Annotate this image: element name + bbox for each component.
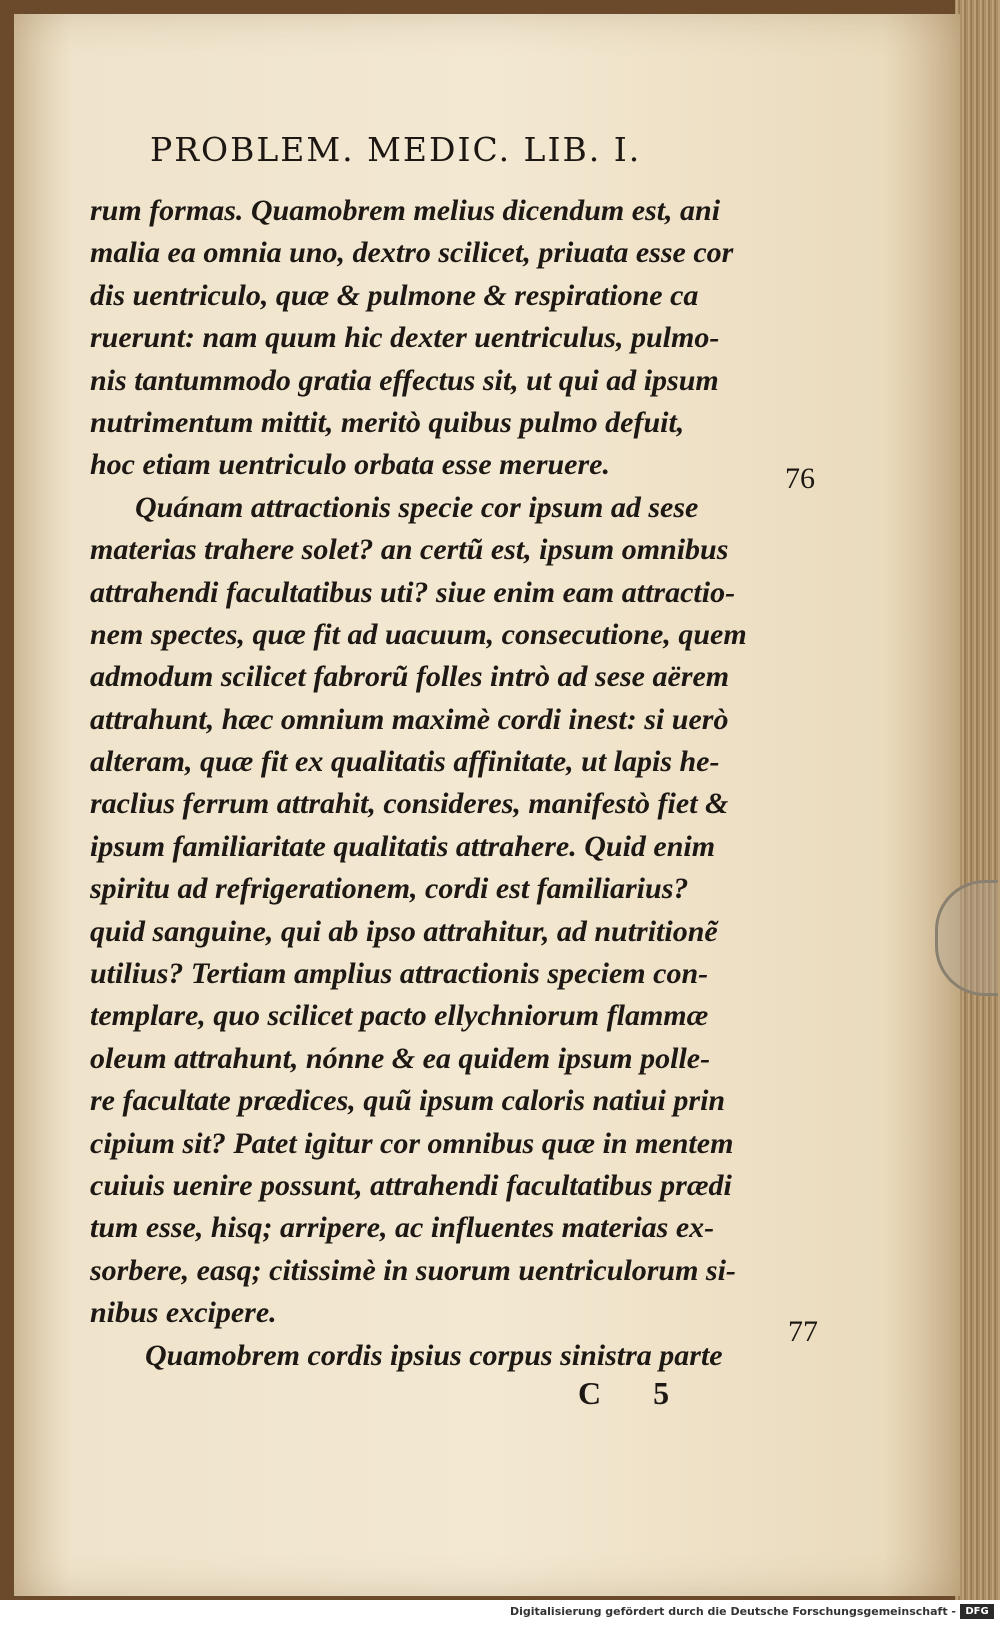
text-line: cipium sit? Patet igitur cor omnibus quæ in mentem [90, 1126, 734, 1160]
text-line: raclius ferrum attrahit, consideres, manifestò fiet & [90, 787, 729, 821]
text-line: tum esse, hisq; arripere, ac influentes materias ex- [90, 1211, 715, 1245]
text-line: templare, quo scilicet pacto ellychniorum flammæ [90, 999, 709, 1033]
text-line: spiritu ad refrigerationem, cordi est familiarius? [90, 872, 689, 906]
margin-number: 76 [785, 462, 815, 495]
text-line: hoc etiam uentriculo orbata esse meruere. [90, 448, 610, 482]
text-line: utilius? Tertiam amplius attractionis speciem con- [90, 957, 709, 991]
text-line: cuiuis uenire possunt, attrahendi facultatibus prædi [90, 1168, 732, 1202]
text-line: sorbere, easq; citissimè in suorum uentriculorum si- [90, 1253, 736, 1287]
text-line: oleum attrahunt, nónne & ea quidem ipsum polle- [90, 1041, 711, 1075]
text-line: nem spectes, quæ fit ad uacuum, consecutione, quem [90, 617, 747, 651]
text-line: nis tantummodo gratia effectus sit, ut qui ad ipsum [90, 363, 719, 397]
text-line: attrahendi facultatibus uti? siue enim eam attractio- [90, 575, 736, 609]
text-line: ipsum familiaritate qualitatis attrahere. Quid enim [90, 829, 716, 863]
margin-number: 77 [788, 1315, 818, 1348]
digitization-footer [0, 1600, 1000, 1625]
text-block [90, 190, 790, 1377]
text-line: alteram, quæ fit ex qualitatis affinitate, ut lapis he- [90, 745, 720, 779]
text-line: dis uentriculo, quæ & pulmone & respiratione ca [90, 278, 699, 312]
text-line: rum formas. Quamobrem melius dicendum est, ani [90, 194, 721, 227]
signature-mark: C 5 [578, 1375, 692, 1411]
footer-credit: Digitalisierung gefördert durch die Deutsche Forschungsgemeinschaft - [509, 1605, 956, 1618]
text-line: materias trahere solet? an certũ est, ipsum omnibus [90, 533, 729, 567]
running-head: PROBLEM. MEDIC. LIB. I. [150, 130, 642, 169]
paragraph-start-line: Quamobrem cordis ipsius corpus sinistra parte [145, 1338, 723, 1372]
text-line: nibus excipere. [90, 1296, 277, 1330]
text-line: malia ea omnia uno, dextro scilicet, priuata esse cor [90, 236, 734, 270]
text-line: quid sanguine, qui ab ipso attrahitur, ad nutritionẽ [90, 914, 718, 948]
text-line: re facultate prædices, quũ ipsum caloris natiui prin [90, 1084, 726, 1118]
text-line: attrahunt, hæc omnium maximè cordi inest: si uerò [90, 702, 729, 736]
text-line: nutrimentum mittit, meritò quibus pulmo defuit, [90, 405, 685, 439]
text-line: ruerunt: nam quum hic dexter uentriculus, pulmo- [90, 321, 720, 355]
paragraph-start-line: Quánam attractionis specie cor ipsum ad sese [135, 490, 699, 524]
dfg-logo: DFG [960, 1604, 994, 1619]
page-edge [955, 0, 1000, 1600]
text-line: admodum scilicet fabrorũ folles intrò ad sese aërem [90, 660, 730, 694]
